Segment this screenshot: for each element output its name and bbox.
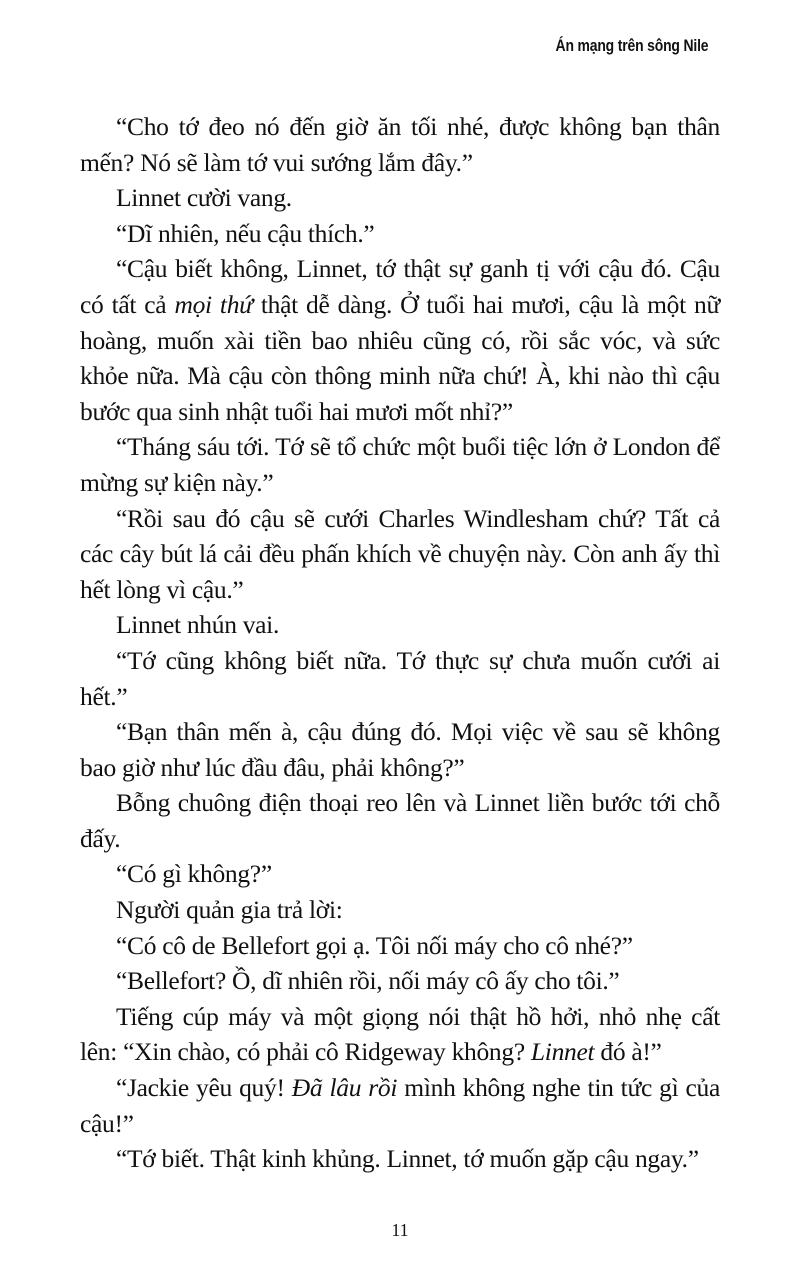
paragraph: Bỗng chuông điện thoại reo lên và Linnet liền bước tới chỗ đấy.	[80, 788, 720, 853]
emphasis: Linnet	[530, 1037, 595, 1067]
paragraph: “Dĩ nhiên, nếu cậu thích.”	[116, 218, 375, 248]
paragraph: “Bạn thân mến à, cậu đúng đó. Mọi việc về sau sẽ không bao giờ như lúc đầu đâu, phải không?”	[80, 717, 720, 782]
paragraph	[80, 1070, 720, 1141]
page-number: 11	[391, 1220, 409, 1240]
paragraph-text: Tiếng cúp máy và một giọng nói thật hồ hởi, nhỏ nhẹ cất lên: “Xin chào, có phải cô Ridgeway không?	[80, 1001, 720, 1067]
paragraph-text: “Jackie yêu quý!	[116, 1073, 292, 1103]
paragraph: “Tớ cũng không biết nữa. Tớ thực sự chưa muốn cưới ai hết.”	[80, 645, 720, 711]
running-header	[555, 36, 708, 56]
paragraph: “Có gì không?”	[116, 859, 272, 889]
paragraph: Người quản gia trả lời:	[116, 895, 343, 925]
paragraph-text: đó à!”	[594, 1037, 662, 1067]
paragraph: “Có cô de Bellefort gọi ạ. Tôi nối máy cho cô nhé?”	[116, 930, 633, 960]
emphasis: Đã lâu rồi	[291, 1073, 398, 1103]
paragraph: “Cho tớ đeo nó đến giờ ăn tối nhé, được không bạn thân mến? Nó sẽ làm tớ vui sướng lắm đây.”	[80, 112, 720, 177]
paragraph	[80, 999, 720, 1070]
paragraph: “Bellefort? Ồ, dĩ nhiên rồi, nối máy cô ấy cho tôi.”	[116, 966, 620, 996]
paragraph-text: mình không nghe tin tức gì của cậu!”	[80, 1073, 720, 1138]
paragraph-text: “Cậu biết không, Linnet, tớ thật sự ganh tị với cậu đó. Cậu có tất cả	[80, 254, 720, 319]
paragraph: “Tháng sáu tới. Tớ sẽ tổ chức một buổi tiệc lớn ở London để mừng sự kiện này.”	[80, 432, 720, 497]
paragraph: “Rồi sau đó cậu sẽ cưới Charles Windlesham chứ? Tất cả các cây bút lá cải đều phấn khích về chuyện này. Còn anh ấy thì hết lòng vì cậu.”	[80, 503, 720, 604]
emphasis: mọi thứ	[174, 289, 253, 319]
paragraph: Linnet nhún vai.	[116, 610, 280, 640]
paragraph-text: thật dễ dàng. Ở tuổi hai mươi, cậu là một nữ hoàng, muốn xài tiền bao nhiêu cũng có, rồi sắc vóc, và sức khỏe nữa. Mà cậu còn thông minh nữa chứ! À, khi nào thì cậu bước qua sinh nhật tuổi hai mươi mốt nhỉ?”	[80, 289, 720, 426]
paragraph: “Tớ biết. Thật kinh khủng. Linnet, tớ muốn gặp cậu ngay.”	[116, 1144, 699, 1174]
paragraph	[80, 251, 720, 429]
body-text	[80, 109, 720, 1177]
book-title: Án mạng trên sông Nile	[555, 36, 708, 55]
paragraph: Linnet cười vang.	[116, 183, 292, 213]
